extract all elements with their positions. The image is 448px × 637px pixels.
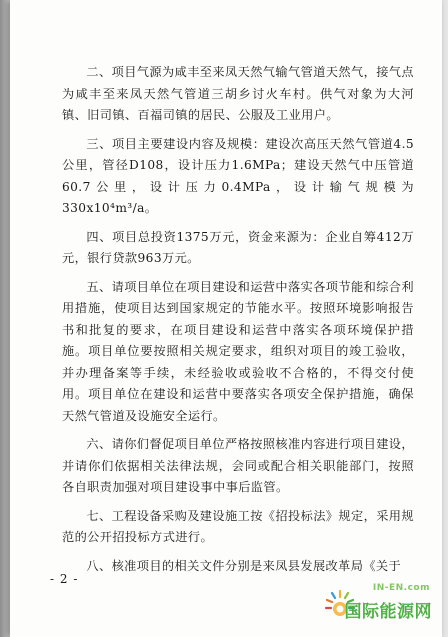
paragraph-gas-source: 二、项目气源为咸丰至来凤天然气输气管道天然气，接气点为咸丰至来凤天然气管道三胡乡讨火车村。供气对象为大河镇、旧司镇、百福司镇的居民、公服及工业用户。 [62, 65, 414, 122]
document-page [10, 0, 442, 637]
watermark [322, 581, 434, 631]
watermark-site: IN-EN.com [372, 583, 430, 593]
paragraph-investment: 四、项目总投资1375万元，资金来源为：企业自筹412万元，银行贷款963万元。 [62, 229, 414, 265]
watermark-name: 国际能源网 [344, 602, 432, 622]
document-body [62, 62, 414, 584]
paragraph-bidding: 七、工程设备采购及建设施工按《招投标法》规定，采用规范的公开招投标方式进行。 [62, 508, 414, 544]
paragraph-supervision: 六、请你们督促项目单位严格按照核准内容进行项目建设，并请你们依据相关法律法规，会同或配合相关职能部门，按照各自职责加强对项目建设事中事后监管。 [62, 437, 414, 494]
paragraph-construction-scale: 三、项目主要建设内容及规模：建设次高压天然气管道4.5公里，管径D108，设计压力1.6MPa；建设天然气中压管道60.7公里，设计压力0.4MPa，设计输气规模为330x10⁴m³/a。 [62, 136, 414, 215]
paragraph-approval-documents: 八、核准项目的相关文件分别是来凤县发展改革局《关于 [86, 558, 402, 573]
page-edge-shadow [0, 0, 10, 637]
paragraph-requirements: 五、请项目单位在项目建设和运营中落实各项节能和综合利用措施，使项目达到国家规定的节能水平。按照环境影响报告书和批复的要求，在项目建设和运营中落实各项环境保护措施。项目单位要按照相关规定要求，组织对项目的竣工验收，并办理备案等手续，未经验收或验收不合格的，不得交付使用。项目单位在建设和运营中要落实各项安全保护措施，确保天然气管道及设施安全运行。 [62, 279, 414, 423]
page-number: - 2 - [50, 572, 79, 586]
